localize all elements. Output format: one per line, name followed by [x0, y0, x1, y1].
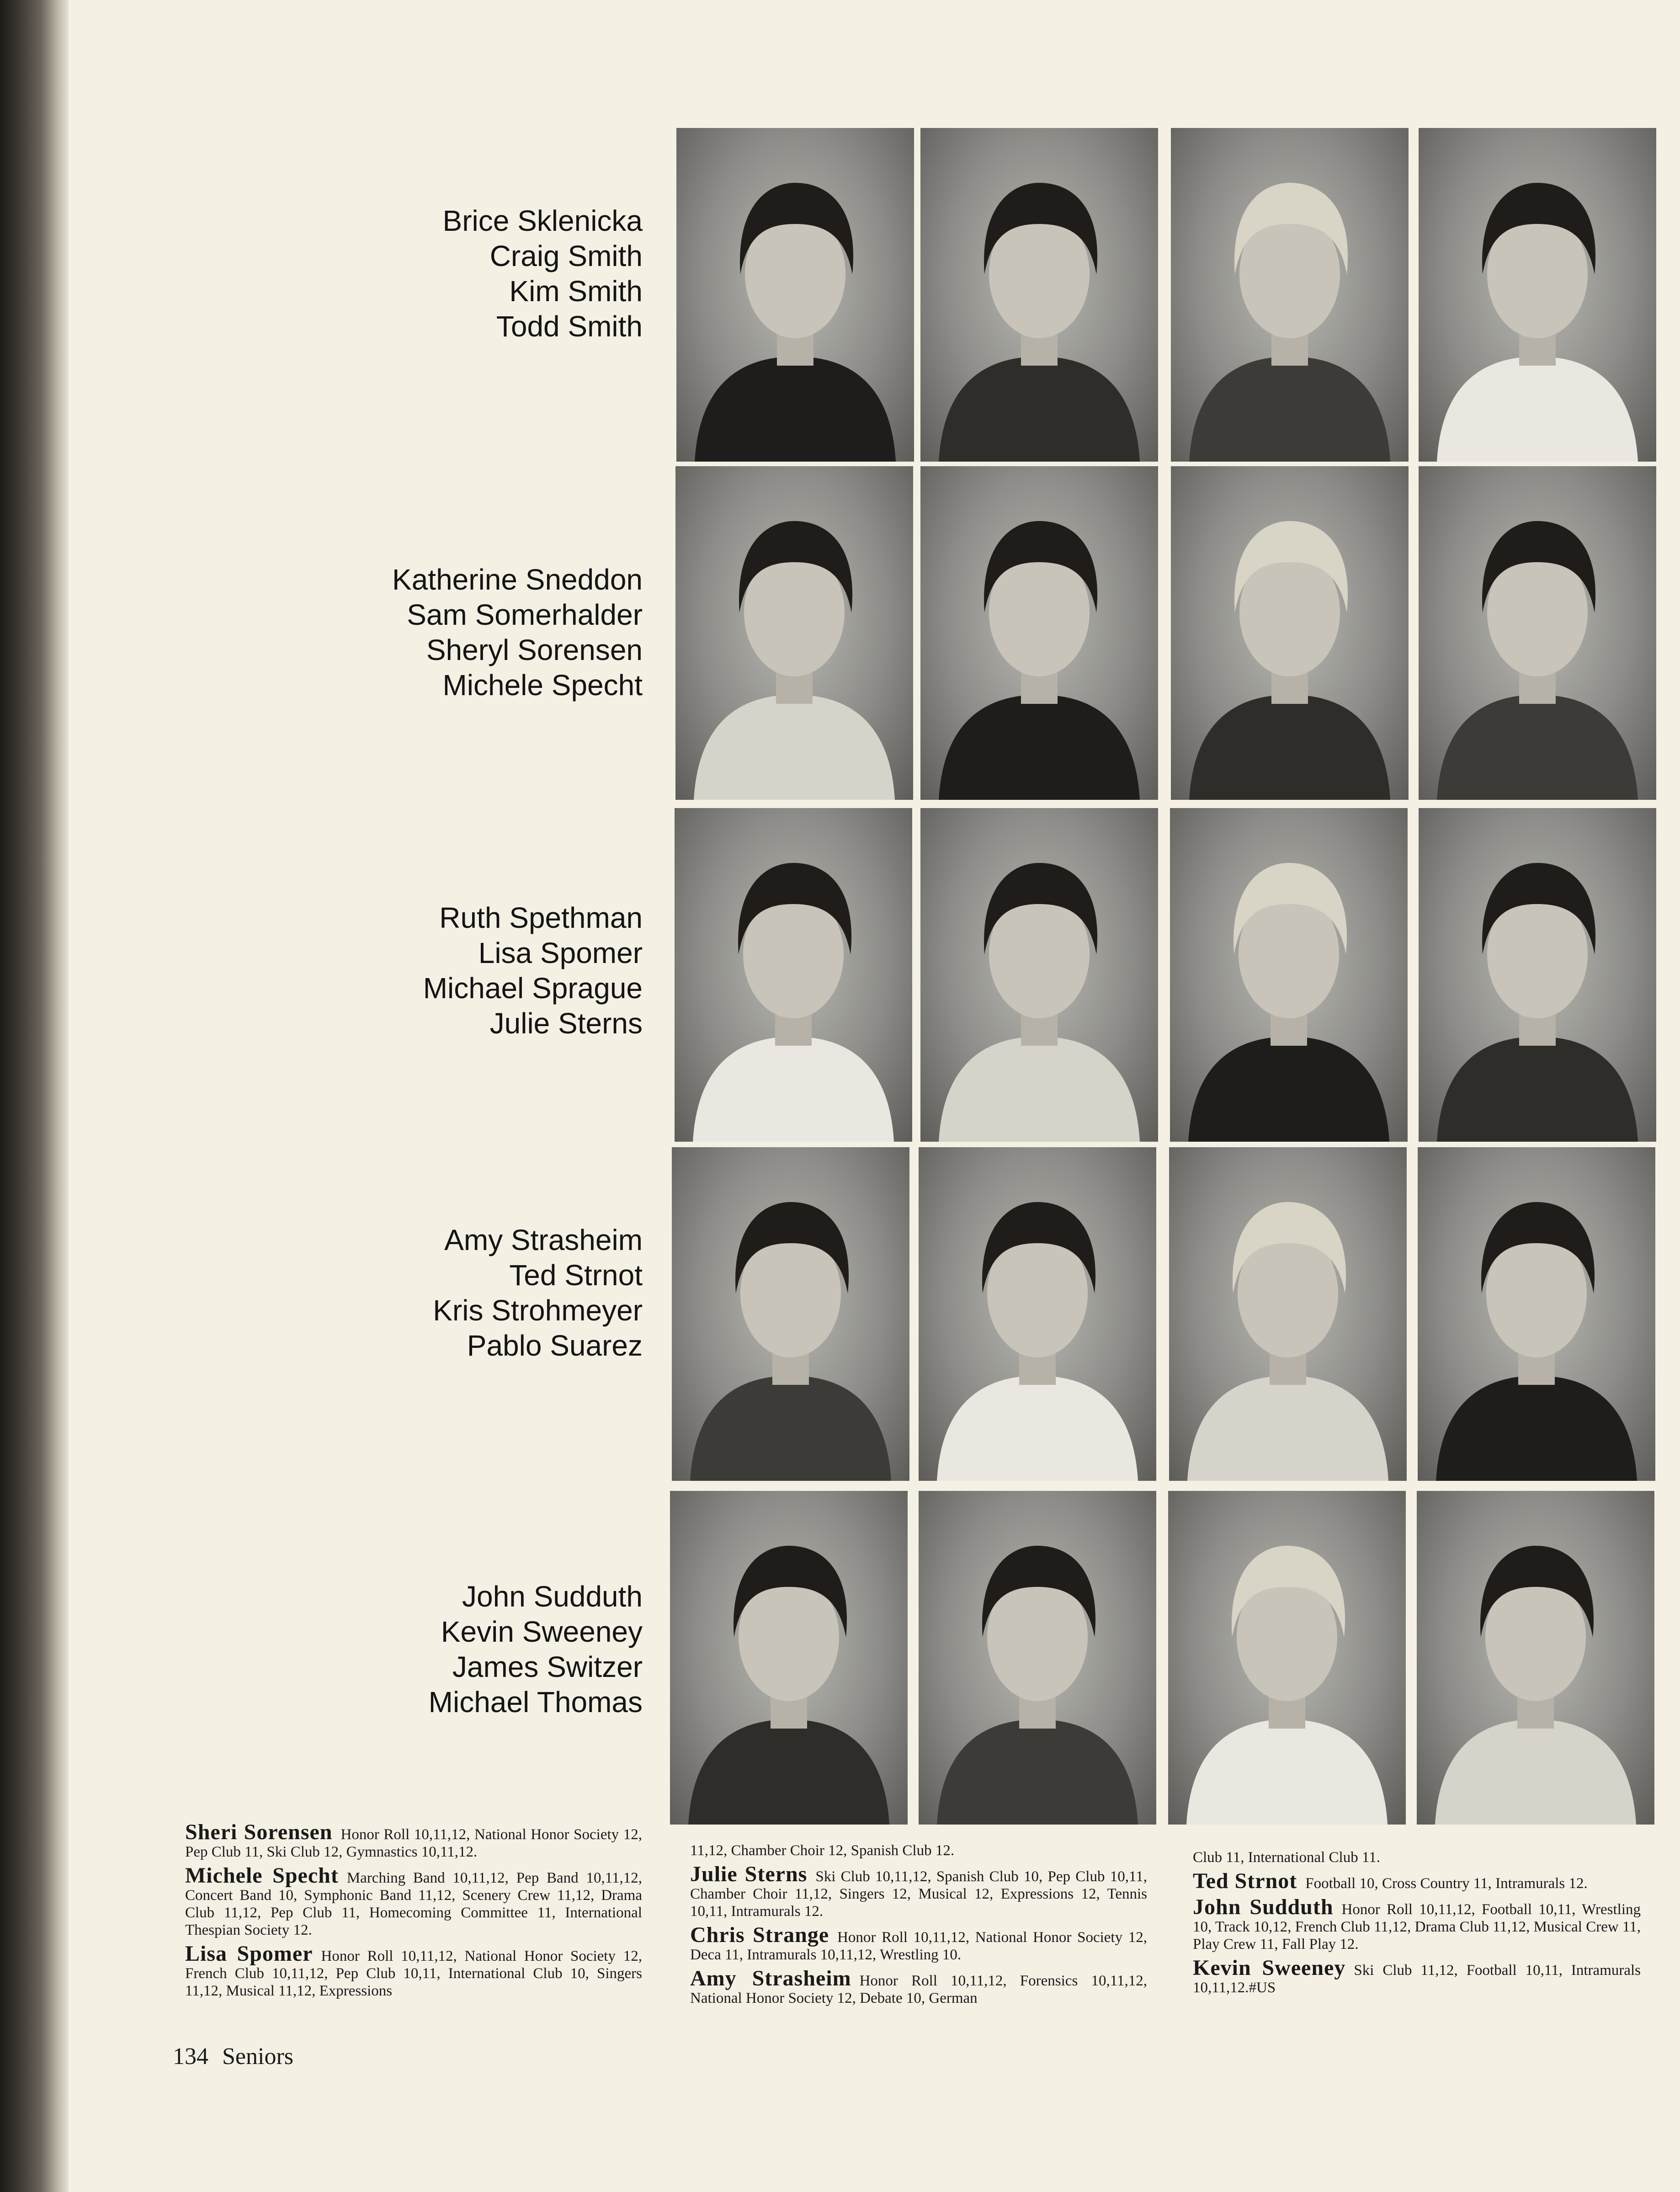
portrait-photo — [1417, 1491, 1654, 1825]
portrait-photo — [670, 1491, 908, 1825]
bio-column — [1193, 1849, 1641, 2003]
portrait-silhouette — [676, 128, 914, 462]
bio-continuation: Club 11, International Club 11. — [1193, 1849, 1381, 1866]
bio-entry — [1193, 1956, 1641, 1996]
bio-name: Julie Sterns — [690, 1862, 808, 1886]
portrait-photo — [920, 466, 1158, 800]
bio-name: Kevin Sweeney — [1193, 1956, 1346, 1980]
student-name: Sam Somerhalder — [407, 598, 643, 631]
bio-name: Amy Strasheim — [690, 1966, 851, 1990]
bio-entry — [690, 1923, 1147, 1963]
bio-text: Honor Roll 10,11,12, Football 10,11, Wrestling 10, Track 10,12, French Club 11,12, Drama Club 11,12, Musical Crew 11, Play Crew 11, Fall Play 12. — [1193, 1901, 1641, 1953]
bio-entry — [185, 1863, 642, 1939]
portrait-photo — [1171, 128, 1409, 462]
bio-text: Ski Club 11,12, Football 10,11, Intramurals 10,11,12.#US — [1193, 1962, 1641, 1996]
bio-text: Honor Roll 10,11,12, National Honor Society 12, French Club 10,11,12, Pep Club 10,11, International Club 10, Singers 11,12, Musical 11,12, Expressions — [185, 1948, 642, 1999]
portrait-photo — [1170, 808, 1408, 1142]
bio-name: John Sudduth — [1193, 1895, 1334, 1919]
bio-name: Sheri Sorensen — [185, 1820, 333, 1844]
portrait-silhouette — [1170, 808, 1408, 1142]
portrait-photo — [675, 466, 913, 800]
portrait-photo — [1168, 1491, 1406, 1825]
portrait-silhouette — [1169, 1147, 1407, 1481]
student-name: James Switzer — [452, 1650, 643, 1683]
student-name: Lisa Spomer — [478, 936, 643, 969]
page-number: 134 — [173, 2043, 208, 2070]
portrait-silhouette — [919, 1491, 1156, 1825]
name-list — [433, 1223, 643, 1363]
bio-name: Chris Strange — [690, 1923, 829, 1947]
bio-text: Honor Roll 10,11,12, Forensics 10,11,12, National Honor Society 12, Debate 10, German — [690, 1973, 1147, 2006]
student-name: Kris Strohmeyer — [433, 1294, 643, 1327]
student-name: Pablo Suarez — [467, 1329, 643, 1362]
portrait-photo — [1169, 1147, 1407, 1481]
bio-name: Michele Specht — [185, 1863, 339, 1888]
student-name: Ruth Spethman — [439, 901, 643, 934]
student-name: Katherine Sneddon — [392, 563, 643, 596]
student-name: Amy Strasheim — [444, 1224, 643, 1256]
bio-entry — [690, 1862, 1147, 1920]
portrait-photo — [1171, 466, 1409, 800]
bio-text: Football 10, Cross Country 11, Intramurals 12. — [1305, 1875, 1588, 1892]
portrait-photo — [675, 808, 912, 1142]
section-label: Seniors — [222, 2043, 293, 2070]
student-name: John Sudduth — [462, 1580, 643, 1613]
student-name: Craig Smith — [489, 239, 643, 272]
bio-text: Marching Band 10,11,12, Pep Band 10,11,12, Concert Band 10, Symphonic Band 11,12, Scenery Crew 11,12, Drama Club 11,12, Pep Club 11, Homecoming Committee 11, International Thespian Society 12. — [185, 1870, 642, 1938]
portrait-photo — [1418, 1147, 1655, 1481]
bio-column — [690, 1842, 1147, 2013]
bio-text: Honor Roll 10,11,12, National Honor Society 12, Pep Club 11, Ski Club 12, Gymnastics 10,11,12. — [185, 1826, 642, 1860]
bio-name: Ted Strnot — [1193, 1869, 1297, 1893]
name-list — [392, 562, 643, 703]
portrait-silhouette — [675, 808, 912, 1142]
portrait-silhouette — [920, 128, 1158, 462]
portrait-photo — [919, 1147, 1156, 1481]
portrait-silhouette — [672, 1147, 909, 1481]
bio-text: Honor Roll 10,11,12, National Honor Society 12, Deca 11, Intramurals 10,11,12, Wrestling 10. — [690, 1929, 1147, 1963]
portrait-silhouette — [1419, 808, 1656, 1142]
portrait-photo — [672, 1147, 909, 1481]
bio-entry — [1193, 1895, 1641, 1953]
portrait-silhouette — [1171, 128, 1409, 462]
book-spine-edge — [0, 0, 69, 2192]
portrait-silhouette — [1417, 1491, 1654, 1825]
portrait-photo — [920, 808, 1158, 1142]
portrait-silhouette — [920, 466, 1158, 800]
portrait-photo — [919, 1491, 1156, 1825]
bio-entry — [185, 1942, 642, 2000]
bio-text: Ski Club 10,11,12, Spanish Club 10, Pep Club 10,11, Chamber Choir 11,12, Singers 12, Musical 12, Expressions 12, Tennis 10,11, Intramurals 12. — [690, 1868, 1147, 1920]
student-name: Julie Sterns — [489, 1007, 643, 1040]
portrait-silhouette — [920, 808, 1158, 1142]
portrait-photo — [1419, 466, 1656, 800]
student-name: Ted Strnot — [509, 1259, 643, 1292]
portrait-silhouette — [1419, 466, 1656, 800]
student-name: Kim Smith — [509, 275, 643, 308]
name-list — [423, 900, 643, 1041]
portrait-silhouette — [675, 466, 913, 800]
portrait-silhouette — [670, 1491, 908, 1825]
bio-column — [185, 1820, 642, 2006]
student-name: Brice Sklenicka — [442, 204, 643, 237]
portrait-silhouette — [1168, 1491, 1406, 1825]
name-list — [429, 1579, 643, 1720]
student-name: Kevin Sweeney — [441, 1615, 643, 1648]
bio-entry — [690, 1966, 1147, 2007]
bio-entry — [1193, 1869, 1641, 1893]
bio-continuation: 11,12, Chamber Choir 12, Spanish Club 12. — [690, 1842, 955, 1859]
name-list — [443, 203, 643, 344]
portrait-silhouette — [1171, 466, 1409, 800]
student-name: Michael Thomas — [428, 1686, 643, 1718]
portrait-silhouette — [1418, 1147, 1655, 1481]
portrait-photo — [1419, 128, 1656, 462]
student-name: Todd Smith — [496, 310, 643, 343]
portrait-photo — [1419, 808, 1656, 1142]
student-name: Sheryl Sorensen — [426, 633, 643, 666]
portrait-photo — [676, 128, 914, 462]
student-name: Michael Sprague — [423, 972, 643, 1005]
bio-name: Lisa Spomer — [185, 1942, 313, 1966]
page-footer — [173, 2043, 293, 2070]
bio-entry — [185, 1820, 642, 1861]
student-name: Michele Specht — [442, 669, 643, 702]
portrait-photo — [920, 128, 1158, 462]
portrait-silhouette — [919, 1147, 1156, 1481]
portrait-silhouette — [1419, 128, 1656, 462]
